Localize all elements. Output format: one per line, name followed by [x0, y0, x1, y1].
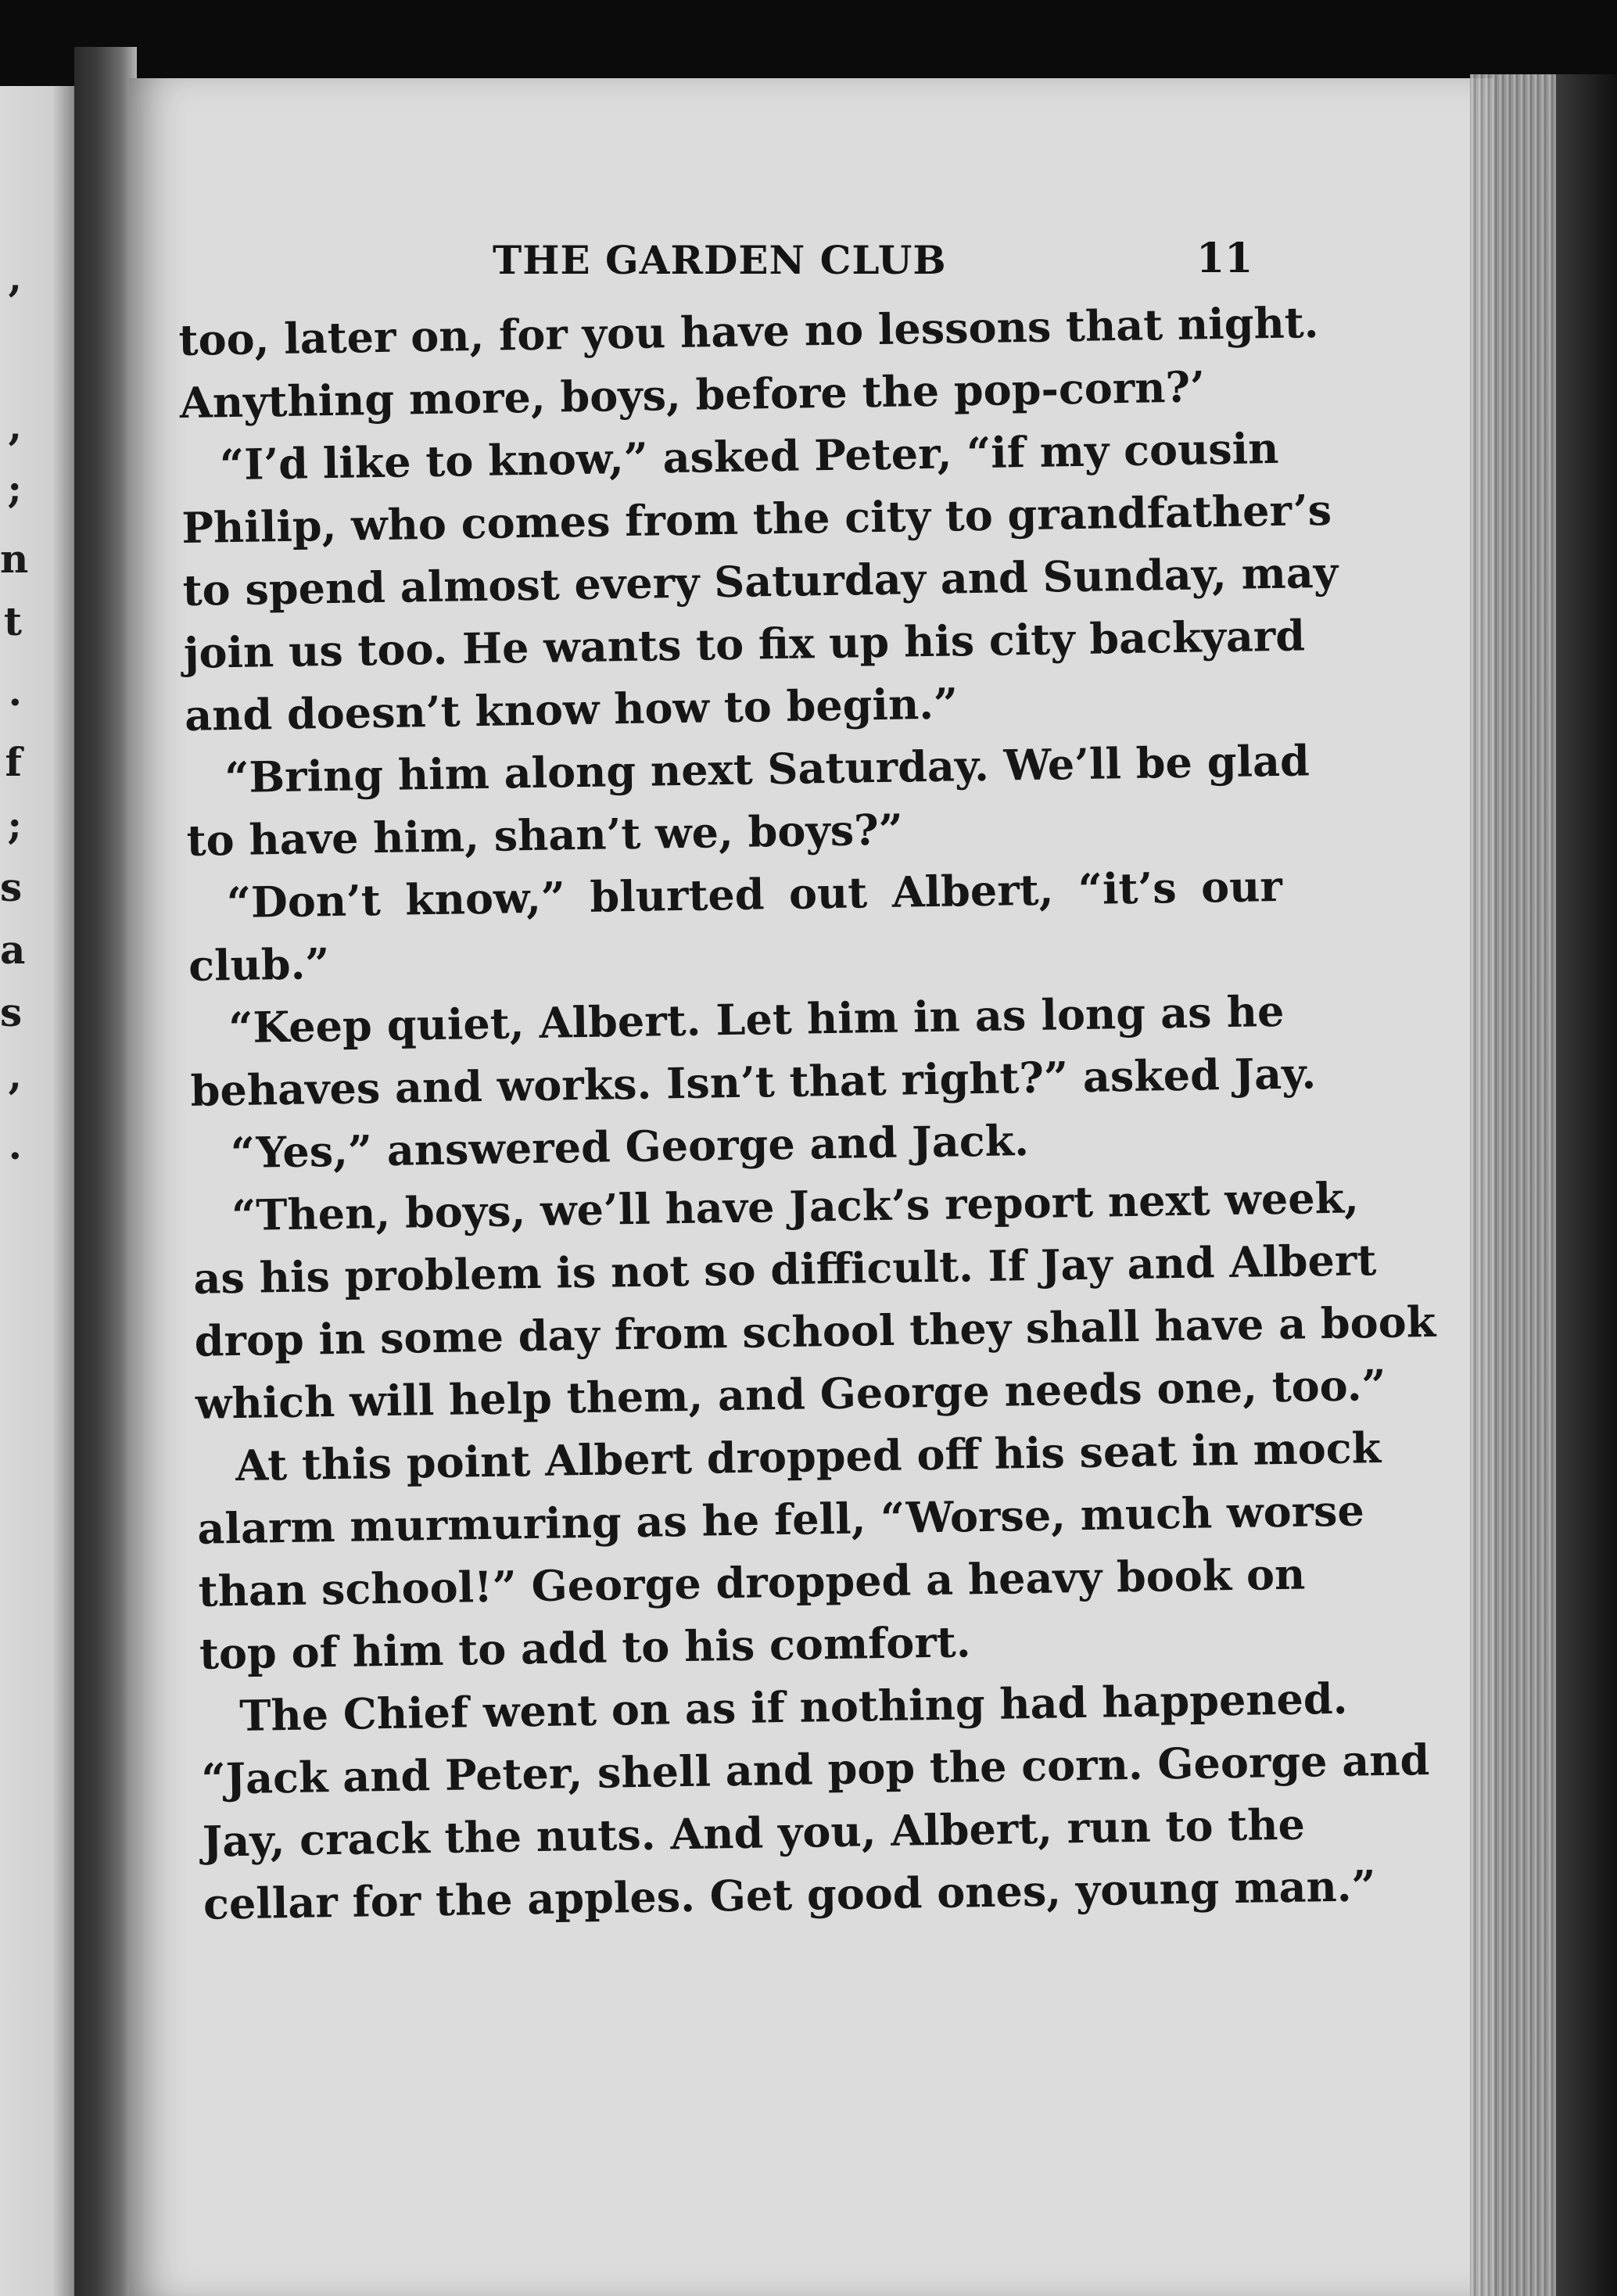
- previous-page-fragment: f: [5, 739, 22, 785]
- previous-page-fragment: s: [0, 864, 23, 910]
- text-line: as his problem is not so difficult. If Jay and Albert: [192, 1235, 1377, 1304]
- text-line: At this point Albert dropped off his seat in mock: [235, 1422, 1382, 1491]
- page-edge-stack: [1470, 74, 1556, 2296]
- text-line: too, later on, for you have no lessons that night.: [178, 297, 1319, 365]
- text-line: “Yes,” answered George and Jack.: [230, 1115, 1030, 1178]
- previous-page-fragment: .: [8, 669, 22, 715]
- text-line: “Keep quiet, Albert. Let him in as long as he: [228, 985, 1285, 1053]
- previous-page-fragment: ,: [8, 254, 22, 300]
- text-line: club.”: [188, 938, 330, 991]
- previous-page-fragment: s: [0, 989, 23, 1035]
- text-line: “I’d like to know,” asked Peter, “if my cousin: [219, 422, 1279, 490]
- binding-gutter: [74, 47, 137, 2296]
- text-line: behaves and works. Isn’t that right?” asked Jay.: [190, 1048, 1317, 1116]
- text-line: “Then, boys, we’ll have Jack’s report next week,: [231, 1172, 1360, 1241]
- previous-page-fragment: ,: [8, 403, 22, 449]
- text-line: “Bring him along next Saturday. We’ll be glad: [224, 735, 1310, 803]
- text-line: Anything more, boys, before the pop-corn?’: [179, 361, 1206, 428]
- text-line: alarm murmuring as he fell, “Worse, much worse: [197, 1485, 1365, 1554]
- text-line: which will help them, and George needs one, too.”: [195, 1359, 1387, 1429]
- previous-page-fragment: t: [3, 598, 22, 644]
- text-line: The Chief went on as if nothing had happened.: [238, 1673, 1348, 1741]
- page-number: 11: [1196, 235, 1253, 282]
- text-line: “Don’t know,” blurted out Albert, “it’s our: [226, 860, 1283, 928]
- text-line: join us too. He wants to fix up his city backyard: [183, 610, 1306, 678]
- previous-page-fragment: a: [0, 927, 26, 973]
- previous-page-fragment: ;: [7, 802, 22, 848]
- text-line: to spend almost every Saturday and Sunday, may: [182, 547, 1339, 615]
- text-line: drop in some day from school they shall have a book: [194, 1296, 1436, 1366]
- text-line: than school!” George dropped a heavy book on: [198, 1548, 1306, 1616]
- text-line: Jay, crack the nuts. And you, Albert, run to the: [202, 1799, 1306, 1867]
- text-line: and doesn’t know how to begin.”: [184, 678, 959, 741]
- text-line: cellar for the apples. Get good ones, young man.”: [203, 1860, 1377, 1929]
- text-line: top of him to add to his comfort.: [199, 1616, 971, 1679]
- text-line: “Jack and Peter, shell and pop the corn. George and: [201, 1735, 1430, 1804]
- text-line: to have him, shan’t we, boys?”: [186, 804, 904, 866]
- previous-page-fragment: .: [8, 1122, 22, 1168]
- previous-page-edge: [0, 86, 74, 2296]
- previous-page-fragment: n: [0, 536, 29, 582]
- text-line: Philip, who comes from the city to grandfather’s: [181, 484, 1332, 553]
- body-text: [178, 292, 1436, 1935]
- scan-border: [1556, 74, 1617, 2296]
- previous-page-fragment: ;: [7, 465, 22, 511]
- previous-page-fragment: ,: [8, 1052, 22, 1098]
- running-head: THE GARDEN CLUB: [493, 237, 947, 283]
